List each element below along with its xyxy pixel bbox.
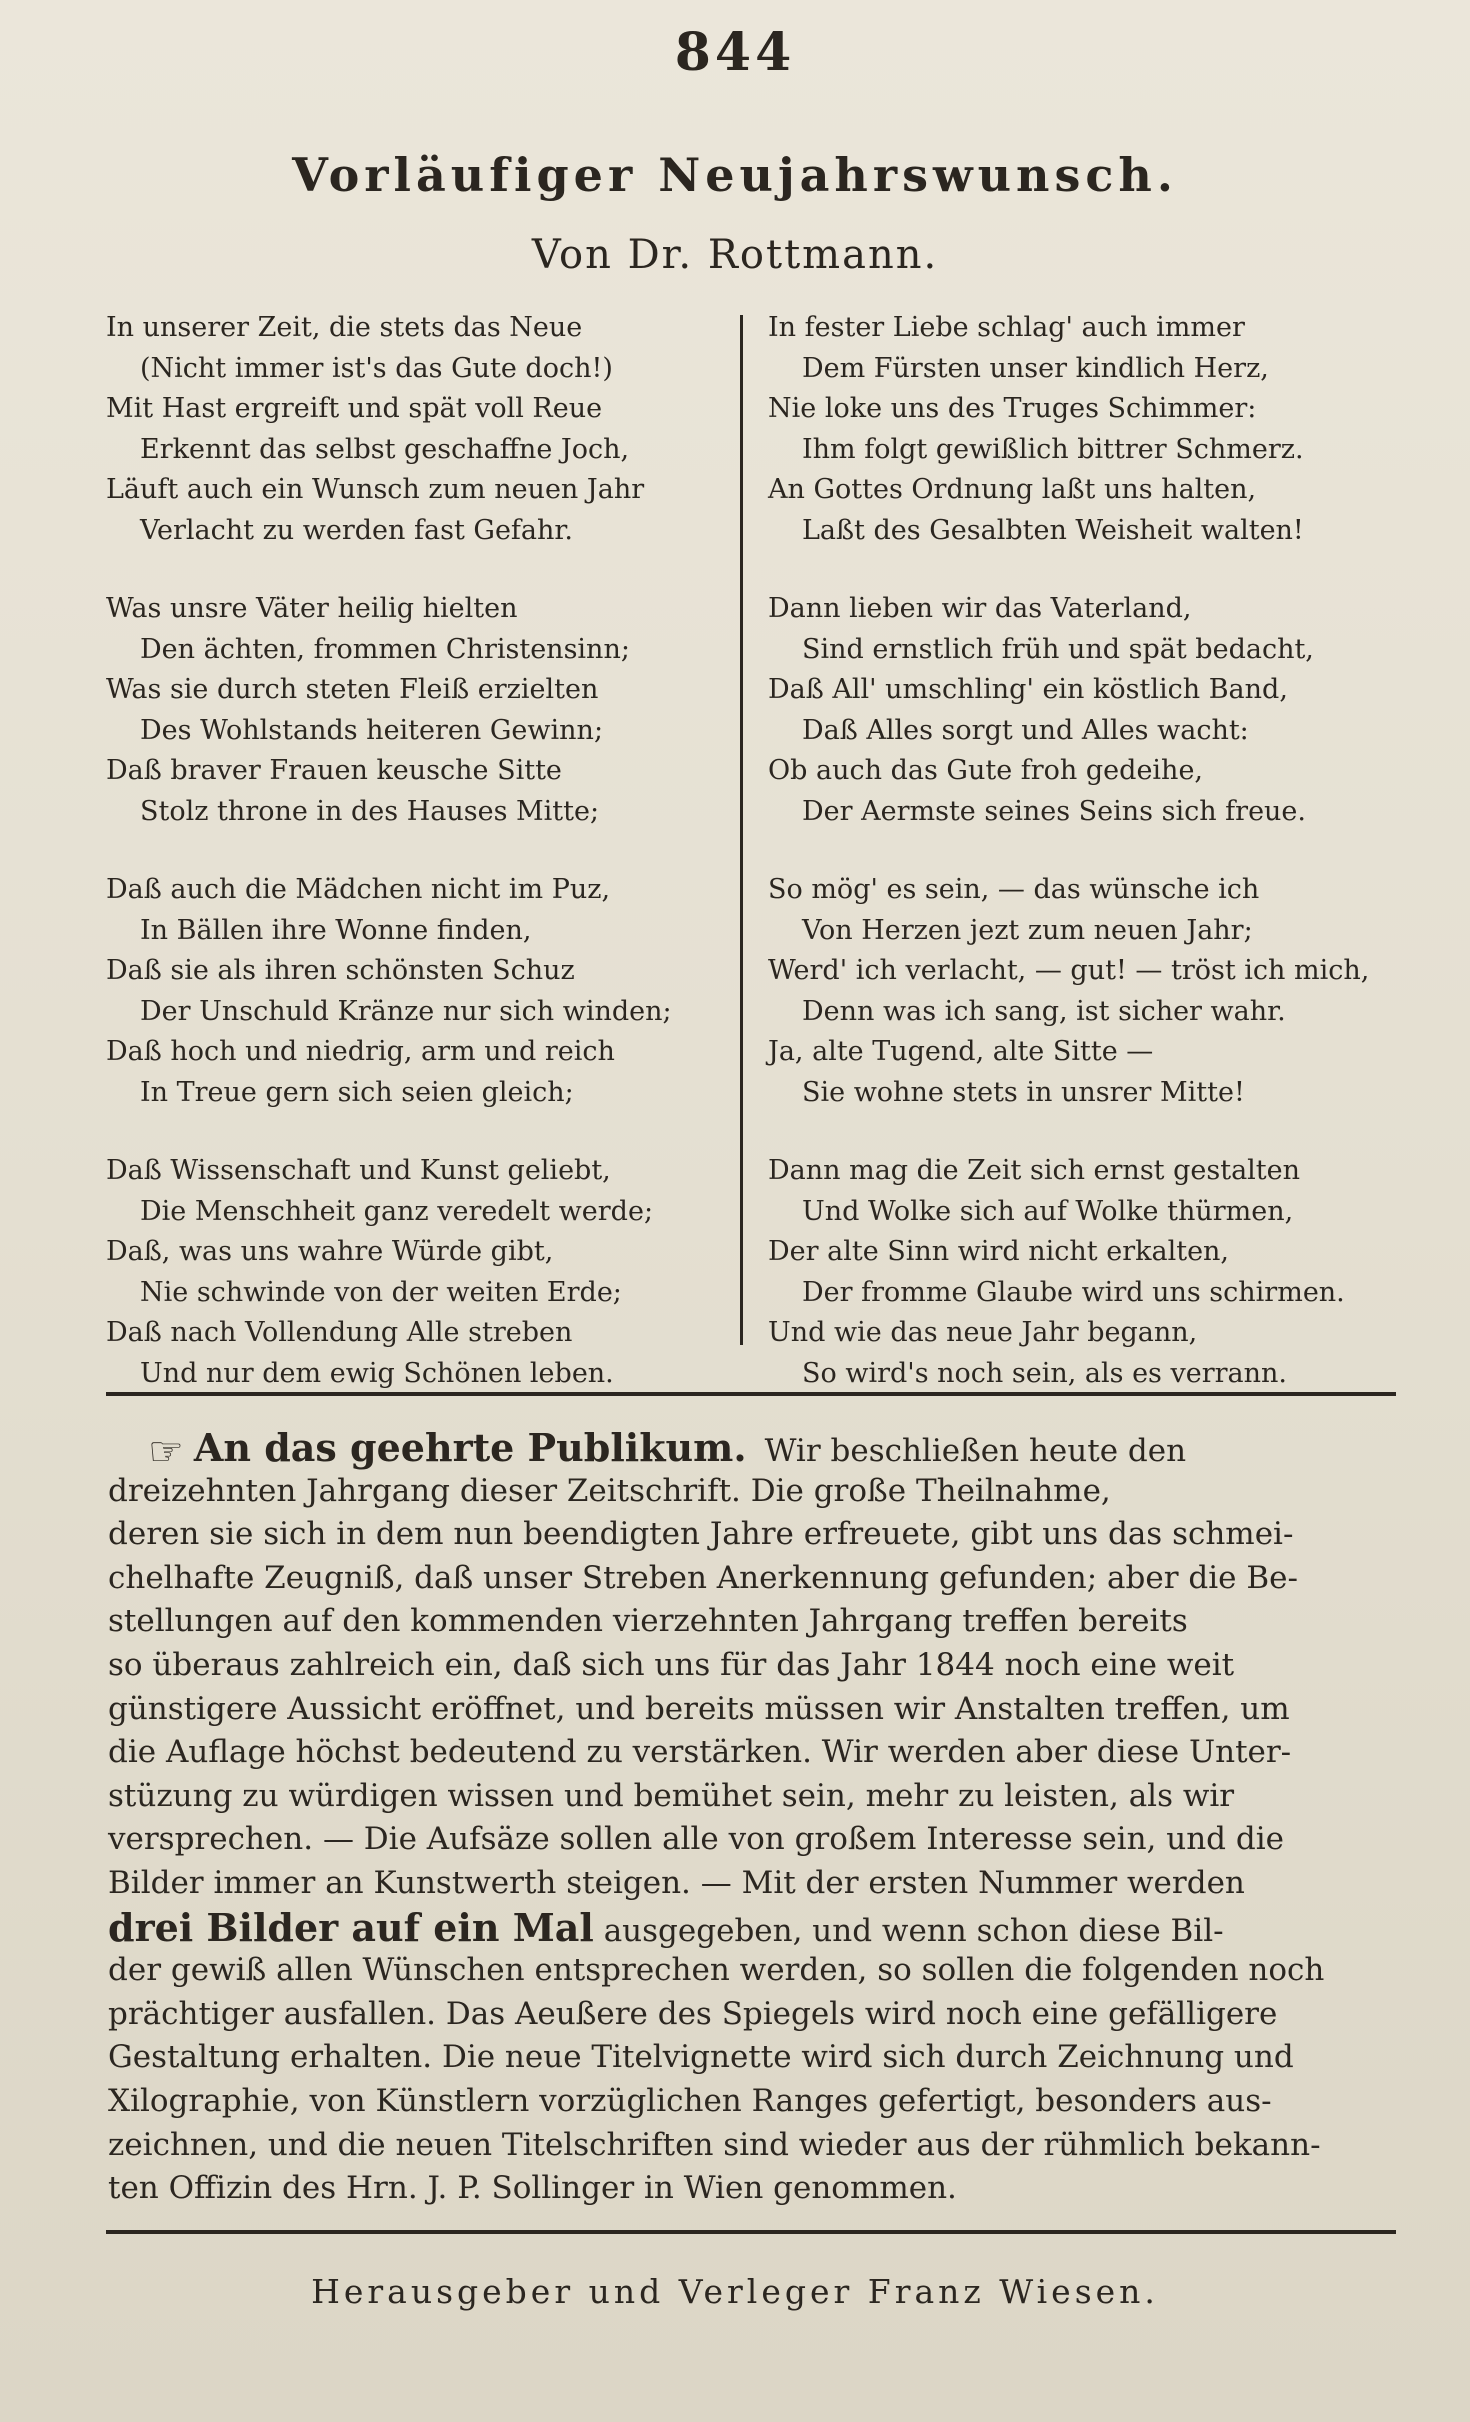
poem-line: Und nur dem ewig Schönen leben. — [140, 1357, 614, 1389]
publisher-line: Herausgeber und Verleger Franz Wiesen. — [311, 2272, 1159, 2311]
notice-line — [108, 1906, 1398, 1950]
notice-line: Bilder immer an Kunstwerth steigen. — Mit der ersten Nummer werden — [108, 1864, 1245, 1901]
poem-line: In fester Liebe schlag' auch immer — [768, 312, 1245, 343]
poem-line: (Nicht immer ist's das Gute doch!) — [140, 352, 613, 384]
pointing-hand-icon: ☞ — [148, 1429, 184, 1475]
notice-top-rule — [106, 1392, 1396, 1396]
publisher-rule — [106, 2230, 1396, 2234]
poem-stanza — [768, 870, 1408, 1113]
poem-line: Und wie das neue Jahr begann, — [768, 1317, 1198, 1348]
poem-line: Daß sie als ihren schönsten Schuz — [106, 955, 575, 986]
poem-stanza — [106, 1151, 746, 1394]
poem-author: Von Dr. Rottmann. — [531, 232, 939, 278]
notice-line: günstigere Aussicht eröffnet, und bereits müssen wir Anstalten treffen, um — [108, 1690, 1290, 1727]
poem-line: Der alte Sinn wird nicht erkalten, — [768, 1236, 1230, 1267]
poem-line: Daß Alles sorgt und Alles wacht: — [802, 714, 1249, 746]
poem-line: Denn was ich sang, ist sicher wahr. — [802, 995, 1286, 1027]
poem-line: Der Aermste seines Seins sich freue. — [802, 795, 1306, 827]
poem-line: Mit Hast ergreift und spät voll Reue — [106, 393, 603, 424]
poem-line: Dann lieben wir das Vaterland, — [768, 593, 1192, 624]
poem-stanza — [106, 870, 746, 1113]
column-divider — [740, 315, 743, 1345]
notice-text: Wir beschließen heute den — [764, 1433, 1187, 1469]
poem-line: An Gottes Ordnung laßt uns halten, — [768, 474, 1257, 505]
poem-line: Von Herzen jezt zum neuen Jahr; — [802, 914, 1253, 946]
poem-line: Und Wolke sich auf Wolke thürmen, — [802, 1195, 1294, 1227]
poem-line: Ihm folgt gewißlich bittrer Schmerz. — [802, 433, 1304, 465]
notice-line: stellungen auf den kommenden vierzehnten Jahrgang treffen bereits — [108, 1603, 1188, 1640]
poem-line: Ob auch das Gute froh gedeihe, — [768, 755, 1204, 786]
poem-line: Verlacht zu werden fast Gefahr. — [140, 514, 573, 546]
notice-line: stüzung zu würdigen wissen und bemühet sein, mehr zu leisten, als wir — [108, 1777, 1235, 1814]
poem-line: Daß auch die Mädchen nicht im Puz, — [106, 874, 611, 905]
notice-line: der gewiß allen Wünschen entsprechen werden, so sollen die folgenden noch — [108, 1952, 1325, 1989]
poem-line: Erkennt das selbst geschaffne Joch, — [140, 433, 630, 465]
publisher-notice — [108, 1426, 1398, 2211]
poem-line: Sie wohne stets in unsrer Mitte! — [802, 1076, 1245, 1108]
notice-line: deren sie sich in dem nun beendigten Jahre erfreuete, gibt uns das schmei- — [108, 1516, 1294, 1553]
poem-line: Nie schwinde von der weiten Erde; — [140, 1276, 622, 1308]
notice-line: ten Offizin des Hrn. J. P. Sollinger in Wien genommen. — [108, 2170, 957, 2207]
poem-line: Dann mag die Zeit sich ernst gestalten — [768, 1155, 1301, 1186]
poem-line: Läuft auch ein Wunsch zum neuen Jahr — [106, 474, 645, 505]
poem-line: Nie loke uns des Truges Schimmer: — [768, 393, 1257, 424]
notice-text: ausgegeben, und wenn schon diese Bil- — [603, 1912, 1224, 1949]
poem-line: Der Unschuld Kränze nur sich winden; — [140, 995, 672, 1027]
poem-line: In Bällen ihre Wonne finden, — [140, 914, 532, 946]
notice-line: prächtiger ausfallen. Das Aeußere des Spiegels wird noch eine gefälligere — [108, 1995, 1278, 2032]
poem-title: Vorläufiger Neujahrswunsch. — [292, 148, 1178, 202]
poem-line: Daß nach Vollendung Alle streben — [106, 1317, 573, 1348]
poem-stanza — [106, 308, 746, 551]
poem-line: Daß All' umschling' ein köstlich Band, — [768, 674, 1288, 705]
poem-line: Was unsre Väter heilig hielten — [106, 593, 518, 624]
notice-line: so überaus zahlreich ein, daß sich uns für das Jahr 1844 noch eine weit — [108, 1646, 1235, 1683]
poem-line: Die Menschheit ganz veredelt werde; — [140, 1195, 654, 1227]
notice-line: Xilographie, von Künstlern vorzüglichen Ranges gefertigt, besonders aus- — [108, 2082, 1272, 2119]
notice-line: dreizehnten Jahrgang dieser Zeitschrift. Die große Theilnahme, — [108, 1472, 1111, 1509]
poem-line: Daß hoch und niedrig, arm und reich — [106, 1036, 615, 1067]
poem-line: Des Wohlstands heiteren Gewinn; — [140, 714, 604, 746]
poem-stanza — [106, 589, 746, 832]
poem-line: Was sie durch steten Fleiß erzielten — [106, 674, 599, 705]
poem-line: Daß, was uns wahre Würde gibt, — [106, 1236, 554, 1267]
poem-line: Ja, alte Tugend, alte Sitte — — [768, 1036, 1154, 1067]
notice-line: chelhafte Zeugniß, daß unser Streben Anerkennung gefunden; aber die Be- — [108, 1559, 1298, 1596]
poem-line: Daß braver Frauen keusche Sitte — [106, 755, 562, 786]
poem-line: Laßt des Gesalbten Weisheit walten! — [802, 514, 1304, 546]
poem-line: In unserer Zeit, die stets das Neue — [106, 312, 583, 343]
poem-line: Sind ernstlich früh und spät bedacht, — [802, 633, 1314, 665]
poem-line: Werd' ich verlacht, — gut! — tröst ich mich, — [768, 955, 1370, 986]
poem-stanza — [768, 1151, 1408, 1394]
poem-line: Stolz throne in des Hauses Mitte; — [140, 795, 600, 827]
poem-line: Dem Fürsten unser kindlich Herz, — [802, 352, 1269, 384]
poem-stanza — [768, 589, 1408, 832]
notice-emphasis: drei Bilder auf ein Mal — [108, 1904, 594, 1950]
poem-line: Daß Wissenschaft und Kunst geliebt, — [106, 1155, 611, 1186]
poem-right-column — [768, 308, 1408, 1432]
notice-line: zeichnen, und die neuen Titelschriften sind wieder aus der rühmlich bekann- — [108, 2126, 1321, 2163]
poem-line: In Treue gern sich seien gleich; — [140, 1076, 574, 1108]
poem-line: Den ächten, frommen Christensinn; — [140, 633, 630, 665]
poem-line: Der fromme Glaube wird uns schirmen. — [802, 1276, 1345, 1308]
poem-line: So wird's noch sein, als es verrann. — [802, 1357, 1287, 1389]
notice-line — [108, 1425, 1398, 1475]
poem-stanza — [768, 308, 1408, 551]
notice-line: Gestaltung erhalten. Die neue Titelvignette wird sich durch Zeichnung und — [108, 2039, 1294, 2076]
poem-left-column — [106, 308, 746, 1432]
notice-line: versprechen. — Die Aufsäze sollen alle von großem Interesse sein, und die — [108, 1821, 1284, 1858]
poem-line: So mög' es sein, — das wünsche ich — [768, 874, 1260, 905]
page-number: 844 — [674, 22, 796, 83]
notice-heading: An das geehrte Publikum. — [193, 1425, 747, 1470]
notice-line: die Auflage höchst bedeutend zu verstärken. Wir werden aber diese Unter- — [108, 1734, 1292, 1771]
